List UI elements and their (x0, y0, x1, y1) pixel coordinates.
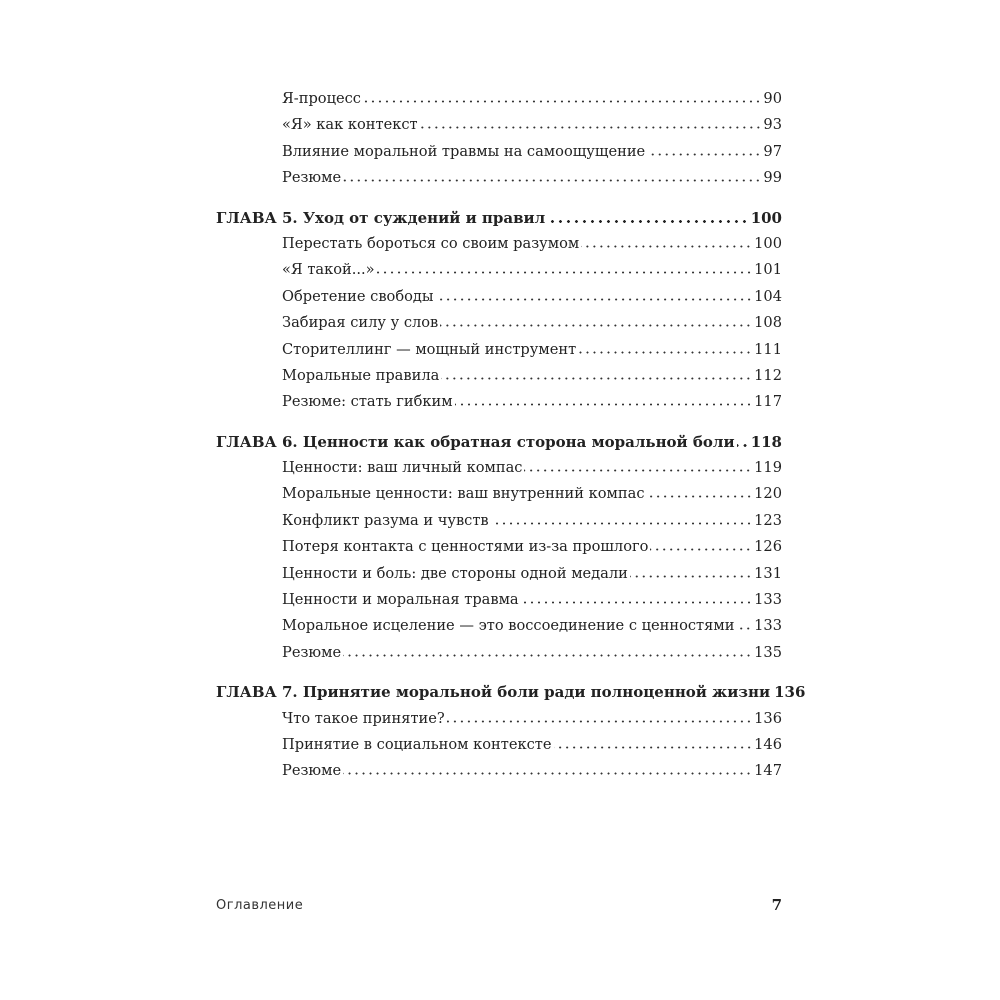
toc-entry-title: Резюме (282, 169, 342, 187)
dot-leader (441, 377, 752, 380)
toc-entry-page-number: 90 (763, 90, 782, 107)
toc-section-entry[interactable] (216, 367, 782, 393)
toc-entry-title: Моральные ценности: ваш внутренний компас (282, 485, 645, 503)
toc-entry-title: Обретение свободы (282, 287, 434, 305)
dot-leader (377, 271, 753, 274)
toc-entry-title: Забирая силу у слов (282, 314, 439, 332)
toc-entry-page-number: 97 (763, 142, 782, 160)
toc-section-entry[interactable] (216, 762, 782, 788)
toc-chapter-entry[interactable] (216, 433, 782, 459)
toc-entry-page-number: 100 (754, 234, 782, 252)
toc-section-entry[interactable] (216, 393, 782, 419)
toc-entry-title: Я-процесс (282, 90, 361, 107)
dot-leader (737, 444, 749, 447)
toc-section-entry[interactable] (216, 538, 782, 564)
toc-entry-page-number: 120 (754, 485, 782, 503)
toc-section-entry[interactable] (216, 512, 782, 538)
dot-leader (647, 153, 761, 156)
dot-leader (447, 720, 752, 723)
toc-entry-title: ГЛАВА 5. Уход от суждений и правил (216, 208, 546, 227)
dot-leader (554, 746, 753, 749)
toc-entry-page-number: 147 (754, 762, 782, 780)
toc-entry-page-number: 133 (754, 591, 782, 609)
toc-section-entry[interactable] (216, 314, 782, 340)
dot-leader (343, 179, 761, 182)
toc-entry-title: Потеря контакта с ценностями из-за прошлого (282, 538, 649, 556)
toc-entry-title: Ценности и боль: две стороны одной медали (282, 564, 628, 582)
toc-section-entry[interactable] (216, 736, 782, 762)
toc-section-entry[interactable] (216, 143, 782, 169)
dot-leader (630, 575, 752, 578)
toc-section-entry[interactable] (216, 485, 782, 511)
toc-entry-page-number: 108 (754, 314, 782, 332)
toc-section-entry[interactable] (216, 565, 782, 591)
toc-entry-title: Моральное исцеление — это воссоединение с ценностями (282, 617, 735, 635)
toc-entry-page-number: 133 (754, 617, 782, 635)
toc-entry-page-number: 111 (754, 340, 782, 358)
toc-section-entry[interactable] (216, 617, 782, 643)
dot-leader (578, 351, 752, 354)
toc-entry-title: Конфликт разума и чувств (282, 511, 489, 529)
toc-section-entry[interactable] (216, 261, 782, 287)
dot-leader (491, 522, 753, 525)
toc-entry-page-number: 135 (754, 643, 782, 661)
toc-entry-title: Принятие в социальном контексте (282, 735, 552, 753)
dot-leader (343, 772, 752, 775)
toc-section-entry[interactable] (216, 90, 782, 116)
toc-entry-title: Моральные правила (282, 366, 440, 384)
toc-entry-title: Перестать бороться со своим разумом (282, 234, 580, 252)
toc-entry-page-number: 93 (763, 116, 782, 134)
toc-section-entry[interactable] (216, 341, 782, 367)
dot-leader (343, 654, 752, 657)
toc-chapter-entry[interactable] (216, 209, 782, 235)
dot-leader (436, 298, 753, 301)
toc-entry-page-number: 117 (754, 393, 782, 411)
toc-chapter-entry[interactable] (216, 683, 806, 709)
dot-leader (650, 548, 752, 551)
toc-entry-page-number: 126 (754, 538, 782, 556)
toc-entry-page-number: 123 (754, 511, 782, 529)
dot-leader (736, 627, 752, 630)
toc-entry-title: «Я такой...» (282, 261, 375, 279)
toc-entry-title: Резюме: стать гибким (282, 393, 453, 411)
table-of-contents (216, 90, 806, 789)
toc-section-entry[interactable] (216, 459, 782, 485)
toc-section-entry[interactable] (216, 116, 782, 142)
toc-entry-page-number: 104 (754, 287, 782, 305)
toc-entry-page-number: 146 (754, 735, 782, 753)
toc-entry-page-number: 99 (763, 169, 782, 187)
toc-entry-page-number: 112 (754, 366, 782, 384)
toc-entry-page-number: 100 (750, 208, 782, 227)
toc-entry-page-number: 118 (750, 432, 782, 451)
dot-leader (524, 469, 752, 472)
dot-leader (455, 403, 753, 406)
toc-entry-page-number: 119 (754, 459, 782, 477)
toc-section-entry[interactable] (216, 644, 782, 670)
toc-entry-title: «Я» как контекст (282, 116, 418, 134)
toc-entry-title: ГЛАВА 7. Принятие моральной боли ради полноценной жизни (216, 683, 771, 702)
toc-section-entry[interactable] (216, 710, 782, 736)
toc-entry-title: Резюме (282, 762, 342, 780)
toc-entry-page-number: 131 (754, 564, 782, 582)
toc-entry-title: Ценности: ваш личный компас (282, 459, 523, 477)
toc-entry-title: Сторителлинг — мощный инструмент (282, 340, 577, 358)
dot-leader (521, 601, 753, 604)
dot-leader (363, 100, 761, 103)
toc-section-entry[interactable] (216, 288, 782, 314)
toc-entry-page-number: 101 (754, 261, 782, 279)
toc-entry-title: Что такое принятие? (282, 709, 445, 727)
toc-entry-page-number: 136 (774, 683, 806, 702)
toc-section-entry[interactable] (216, 591, 782, 617)
toc-section-entry[interactable] (216, 235, 782, 261)
dot-leader (440, 324, 752, 327)
toc-entry-title: Ценности и моральная травма (282, 591, 519, 609)
dot-leader (647, 495, 753, 498)
dot-leader (581, 245, 752, 248)
footer-page-number: 7 (771, 896, 782, 914)
dot-leader (420, 126, 762, 129)
footer-section-title: Оглавление (216, 898, 304, 913)
toc-section-entry[interactable] (216, 169, 782, 195)
dot-leader (547, 220, 748, 223)
toc-entry-title: Резюме (282, 643, 342, 661)
toc-entry-page-number: 136 (754, 709, 782, 727)
toc-entry-title: ГЛАВА 6. Ценности как обратная сторона моральной боли (216, 432, 735, 451)
toc-entry-title: Влияние моральной травмы на самоощущение (282, 142, 646, 160)
